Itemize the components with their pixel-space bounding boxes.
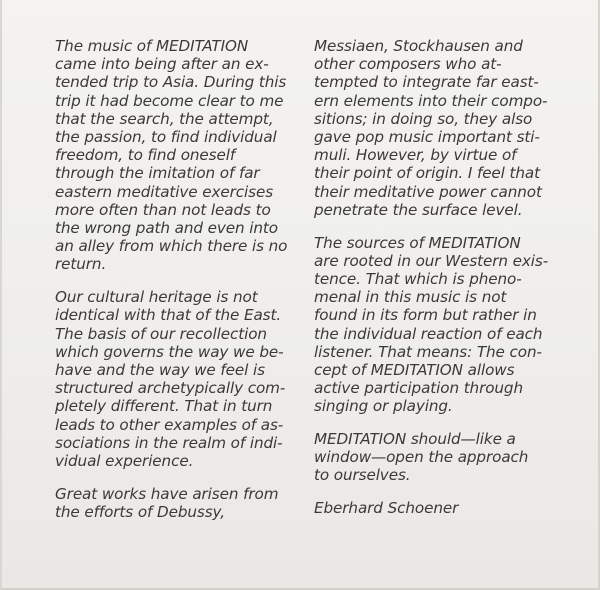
text-line: cept of MEDITATION allows: [314, 360, 515, 379]
paragraph-window: [314, 430, 576, 485]
paragraph-great-works: [55, 485, 305, 521]
text-line: ern elements into their compo-: [314, 91, 548, 110]
text-line: listener. That means: The con-: [314, 342, 542, 361]
text-line: their meditative power cannot: [314, 182, 542, 201]
text-line: Great works have arisen from: [55, 484, 279, 503]
text-line: sitions; in doing so, they also: [314, 109, 533, 128]
text-line: tended trip to Asia. During this: [55, 73, 287, 92]
text-line: The music of MEDITATION: [55, 37, 249, 55]
text-line: muli. However, by virtue of: [314, 146, 517, 165]
text-line: window—open the approach: [314, 448, 529, 467]
right-column: [314, 37, 576, 532]
text-line: MEDITATION should—like a: [314, 430, 516, 449]
text-line: tempted to integrate far east-: [314, 73, 539, 92]
text-line: came into being after an ex-: [55, 55, 269, 74]
text-line: an alley from which there is no: [55, 237, 288, 256]
text-line: that the search, the attempt,: [55, 109, 274, 128]
text-line: singing or playing.: [314, 397, 453, 416]
text-line: the wrong path and even into: [55, 219, 278, 238]
text-line: other composers who at-: [314, 55, 502, 74]
left-column: [55, 37, 305, 536]
text-line: their point of origin. I feel that: [314, 164, 540, 183]
text-line: The sources of MEDITATION: [314, 233, 521, 252]
text-line: sociations in the realm of indi-: [55, 433, 283, 452]
text-line: penetrate the surface level.: [314, 200, 523, 219]
paragraph-sources: [314, 234, 576, 416]
paragraph-origin: [55, 37, 305, 274]
author-signature: Eberhard Schoener: [314, 499, 459, 518]
text-line: leads to other examples of as-: [55, 415, 284, 434]
text-line: The basis of our recollection: [55, 324, 267, 343]
text-line: freedom, to find oneself: [55, 146, 236, 165]
text-line: are rooted in our Western exis-: [314, 251, 549, 270]
text-line: found in its form but rather in: [314, 306, 537, 325]
text-line: the individual reaction of each: [314, 324, 543, 343]
text-line: trip it had become clear to me: [55, 91, 284, 110]
text-line: which governs the way we be-: [55, 342, 284, 361]
text-line: Our cultural heritage is not: [55, 288, 258, 307]
text-line: to ourselves.: [314, 466, 411, 485]
text-line: tence. That which is pheno-: [314, 269, 522, 288]
text-line: pletely different. That in turn: [55, 397, 273, 416]
paragraph-composers: [314, 37, 576, 219]
text-line: through the imitation of far: [55, 164, 260, 183]
text-line: structured archetypically com-: [55, 379, 286, 398]
text-line: more often than not leads to: [55, 200, 271, 219]
text-line: the efforts of Debussy,: [55, 502, 225, 521]
text-line: menal in this music is not: [314, 288, 507, 307]
text-line: return.: [55, 255, 107, 274]
text-line: the passion, to find individual: [55, 128, 277, 147]
text-line: active participation through: [314, 379, 524, 398]
text-line: have and the way we feel is: [55, 360, 265, 379]
text-line: vidual experience.: [55, 451, 194, 470]
text-line: eastern meditative exercises: [55, 182, 274, 201]
paragraph-cultural-heritage: [55, 288, 305, 470]
text-line: identical with that of the East.: [55, 306, 282, 325]
text-line: gave pop music important sti-: [314, 128, 540, 147]
text-line: Messiaen, Stockhausen and: [314, 37, 523, 55]
